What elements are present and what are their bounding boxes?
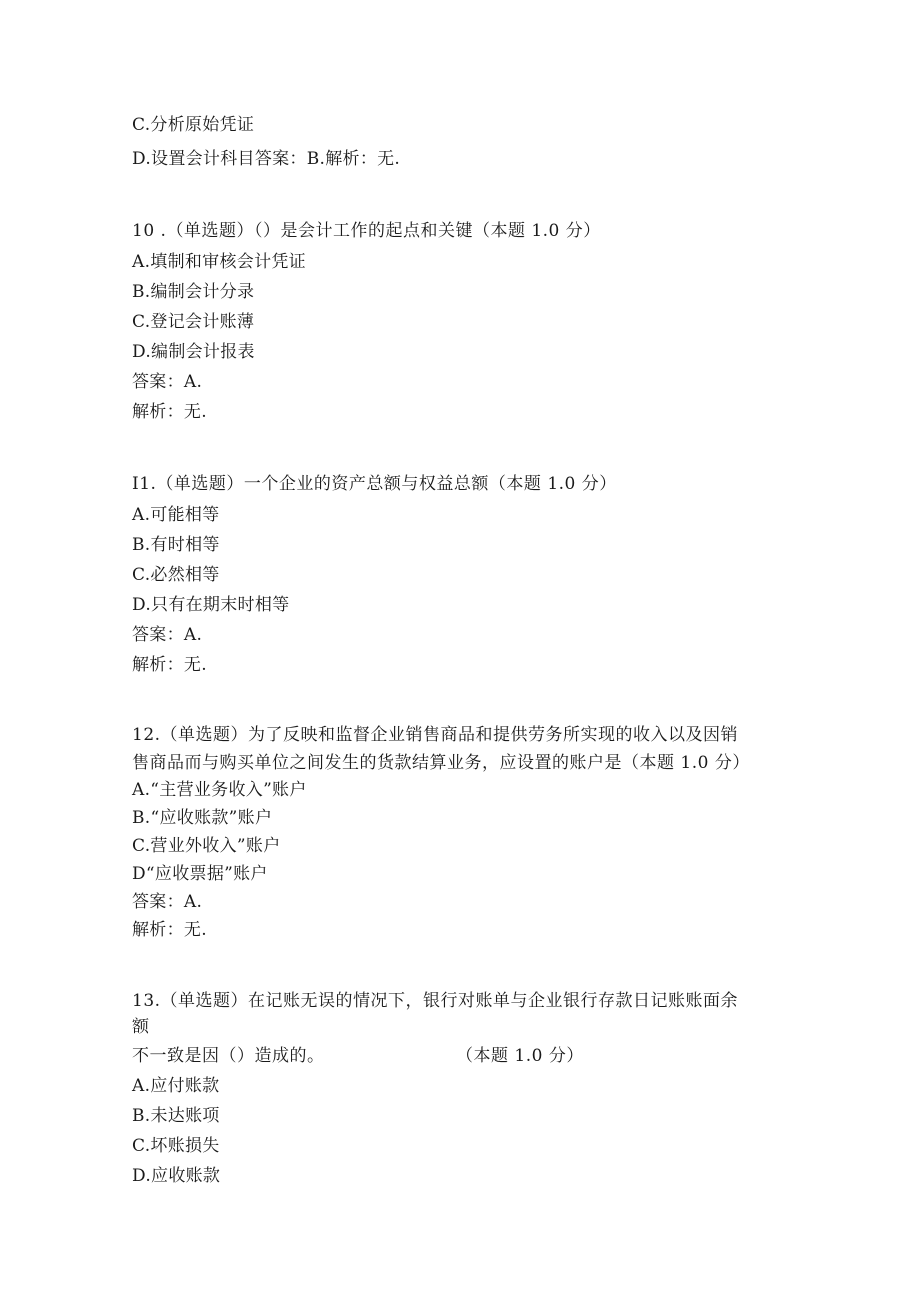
q12-option-c: C.营业外收入”账户 [132, 836, 281, 856]
q11-option-d: D.只有在期末时相等 [132, 595, 290, 615]
q10-answer: 答案：A. [132, 372, 203, 392]
q10-analysis: 解析：无. [132, 402, 207, 422]
q11-option-c: C.必然相等 [132, 565, 220, 585]
q12-option-b: B.“应收账款”账户 [132, 808, 273, 828]
q12-answer: 答案：A. [132, 892, 203, 912]
q13-option-a: A.应付账款 [132, 1076, 220, 1096]
q10-title: 10 .（单选题）（）是会计工作的起点和关键（本题 1.0 分） [132, 221, 601, 241]
q13-score: （本题 1.0 分） [456, 1046, 584, 1066]
q13-option-d: D.应收账款 [132, 1166, 221, 1186]
q9-option-c: C.分析原始凭证 [132, 115, 255, 135]
q13-option-c: C.坏账损失 [132, 1136, 220, 1156]
q10-option-a: A.填制和审核会计凭证 [132, 252, 306, 272]
q10-option-d: D.编制会计报表 [132, 342, 255, 362]
q11-option-b: B.有时相等 [132, 535, 220, 555]
q13-title-line2: 额 [132, 1017, 150, 1037]
q11-title: I1.（单选题）一个企业的资产总额与权益总额（本题 1.0 分） [132, 474, 617, 494]
q11-option-a: A.可能相等 [132, 505, 220, 525]
q11-answer: 答案：A. [132, 625, 203, 645]
q10-option-c: C.登记会计账薄 [132, 312, 255, 332]
q12-title-line1: 12.（单选题）为了反映和监督企业销售商品和提供劳务所实现的收入以及因销 [132, 725, 739, 745]
q13-title-line3: 不一致是因（）造成的。 [132, 1046, 325, 1066]
q12-title-line2: 售商品而与购买单位之间发生的货款结算业务，应设置的账户是（本题 1.0 分） [132, 753, 750, 773]
q11-analysis: 解析：无. [132, 655, 207, 675]
q13-option-b: B.未达账项 [132, 1106, 220, 1126]
q9-option-d-answer: D.设置会计科目答案：B.解析：无. [132, 149, 401, 169]
q13-title-line1: 13.（单选题）在记账无误的情况下，银行对账单与企业银行存款日记账账面余 [132, 991, 739, 1011]
q12-analysis: 解析：无. [132, 920, 207, 940]
q12-option-d: D“应收票据”账户 [132, 864, 268, 884]
q10-option-b: B.编制会计分录 [132, 282, 255, 302]
q12-option-a: A.“主营业务收入”账户 [132, 780, 307, 800]
